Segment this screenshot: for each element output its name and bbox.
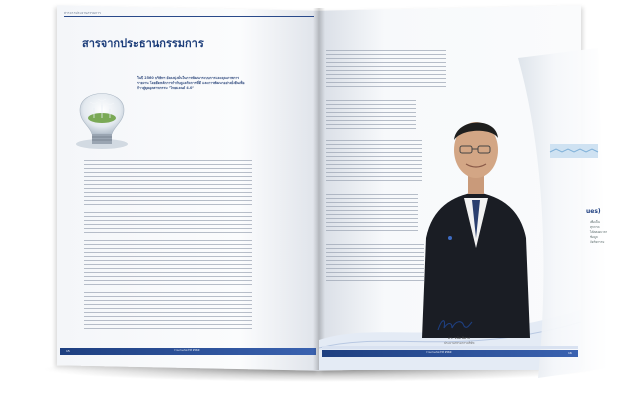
body-paragraph (326, 100, 416, 130)
edge-text-column (590, 220, 607, 245)
signatory-name: ดร. ชนัย พิศาล (448, 336, 471, 340)
body-paragraph (84, 212, 252, 234)
page-title: สารจากประธานกรรมการ (82, 37, 204, 50)
body-paragraph (84, 292, 252, 332)
right-page-number: 16 (568, 351, 572, 355)
right-footer-label: รายงานประจำปี 2560 (426, 351, 452, 354)
signature (434, 314, 474, 336)
edge-heading-fragment: ues) (586, 208, 601, 215)
signatory-title: ประธานกรรมการบริษัท (444, 341, 475, 345)
intro-paragraph: ในปี 2560 บริษัทฯ ยังคงมุ่งมั่นในการพัฒนาระบบการและคุณภาพการรายงาน โดยยึดหลักการกำกับดูแลกิจการที่ดี และการพัฒนาอย่างยั่งยืนเพื่อก้าวสู่ยุคอุตสาหกรรม "ไทยแลนด์ 4.0" (137, 76, 245, 90)
body-paragraph (326, 244, 424, 284)
body-paragraph (326, 194, 418, 234)
edge-line: ข้อมูล (590, 235, 598, 239)
edge-line: จัดกิจกรรม (590, 240, 605, 244)
body-paragraph (84, 240, 252, 286)
body-paragraph (326, 50, 446, 90)
body-paragraph (326, 140, 422, 184)
edge-line: เพื่อเป็น (590, 220, 600, 224)
body-paragraph (84, 160, 252, 206)
edge-line: ทุกภาค (590, 225, 600, 229)
left-header-rule (64, 16, 314, 17)
left-header: สารจากประธานกรรมการ (64, 11, 102, 15)
page-curl (478, 48, 638, 378)
right-footer-strip (322, 346, 578, 349)
lightbulb-illustration (72, 74, 132, 152)
edge-line: ได้ตลอดเวลา (590, 230, 608, 234)
left-page-number: 15 (66, 349, 70, 353)
left-footer-label: รายงานประจำปี 2560 (174, 349, 200, 352)
